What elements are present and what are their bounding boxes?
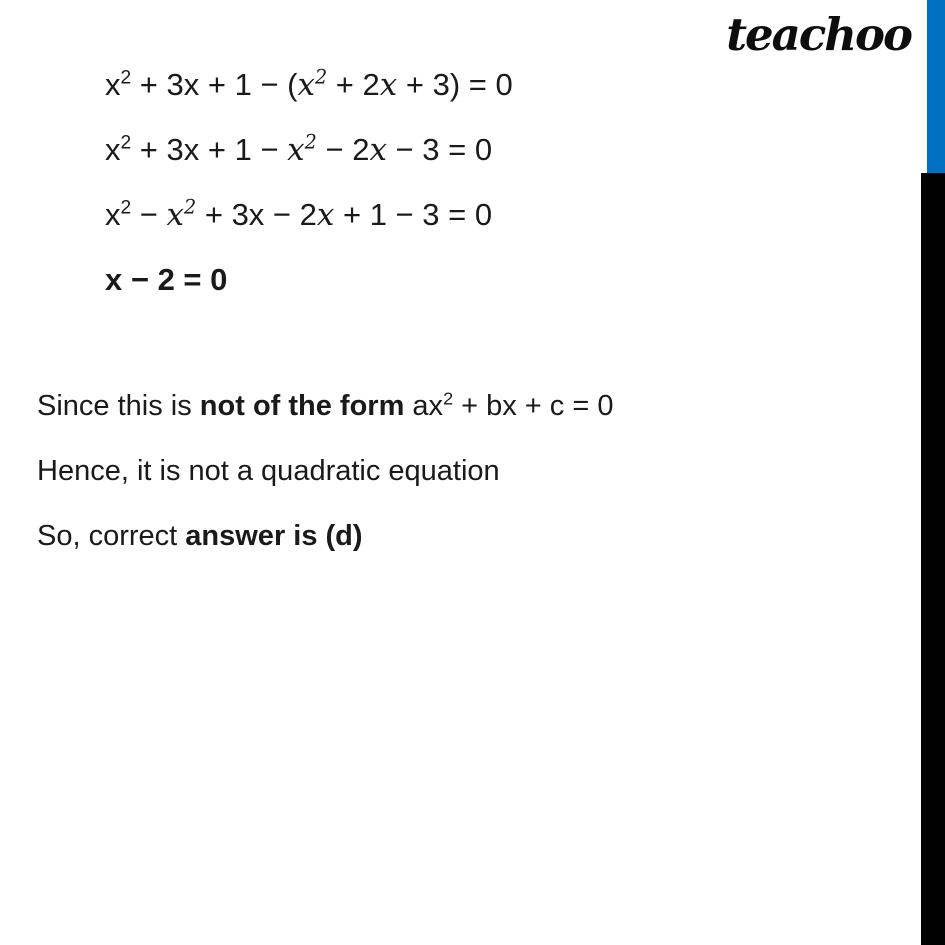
text-run: x — [369, 132, 387, 168]
text-run: + 3x − 2 — [196, 197, 317, 232]
text-run: So, correct — [37, 520, 186, 552]
text-run: x — [166, 197, 185, 233]
statement-block — [37, 374, 613, 569]
text-run: ax — [404, 390, 444, 422]
text-run: answer is (d) — [185, 520, 363, 552]
equation-line-1 — [105, 52, 513, 117]
text-run: + bx + c = 0 — [453, 390, 614, 422]
right-accent-bar-blue — [927, 0, 945, 173]
text-run: + 3x + 1 − — [131, 132, 288, 167]
text-run: + 3) = 0 — [397, 67, 513, 102]
equation-line-3 — [105, 182, 513, 247]
statement-line-1 — [37, 374, 613, 439]
text-run: x — [297, 67, 315, 103]
text-run: 2 — [304, 130, 317, 154]
text-run: 2 — [120, 67, 132, 89]
text-run: 2 — [314, 65, 328, 89]
teachoo-logo: teachoo — [726, 8, 911, 61]
text-run: 2 — [443, 388, 454, 409]
text-run: x — [105, 132, 121, 167]
text-run: x — [379, 67, 398, 103]
text-run: x — [105, 67, 121, 102]
text-run: x — [316, 197, 335, 233]
text-run: − 2 — [316, 132, 370, 167]
text-run: Since this is — [37, 390, 200, 422]
right-accent-bar-black — [921, 173, 945, 945]
text-run: 2 — [184, 195, 197, 219]
text-run: − — [131, 197, 167, 232]
text-run: 2 — [120, 197, 132, 219]
text-run: + 3x + 1 − ( — [131, 67, 298, 102]
equation-line-4 — [105, 247, 513, 312]
text-run: not of the form — [199, 390, 405, 422]
text-run: − 3 = 0 — [386, 132, 493, 167]
text-run: + 1 − 3 = 0 — [334, 197, 493, 232]
text-run: 2 — [120, 132, 132, 154]
text-run: + 2 — [327, 67, 380, 102]
statement-line-3 — [37, 504, 613, 569]
text-run: x — [105, 197, 121, 232]
equation-line-2 — [105, 117, 513, 182]
text-run: Hence, it is not a quadratic equation — [37, 455, 500, 487]
equation-block — [105, 52, 513, 312]
text-run: x — [287, 132, 305, 168]
text-run: x − 2 = 0 — [105, 262, 228, 297]
statement-line-2 — [37, 439, 613, 504]
